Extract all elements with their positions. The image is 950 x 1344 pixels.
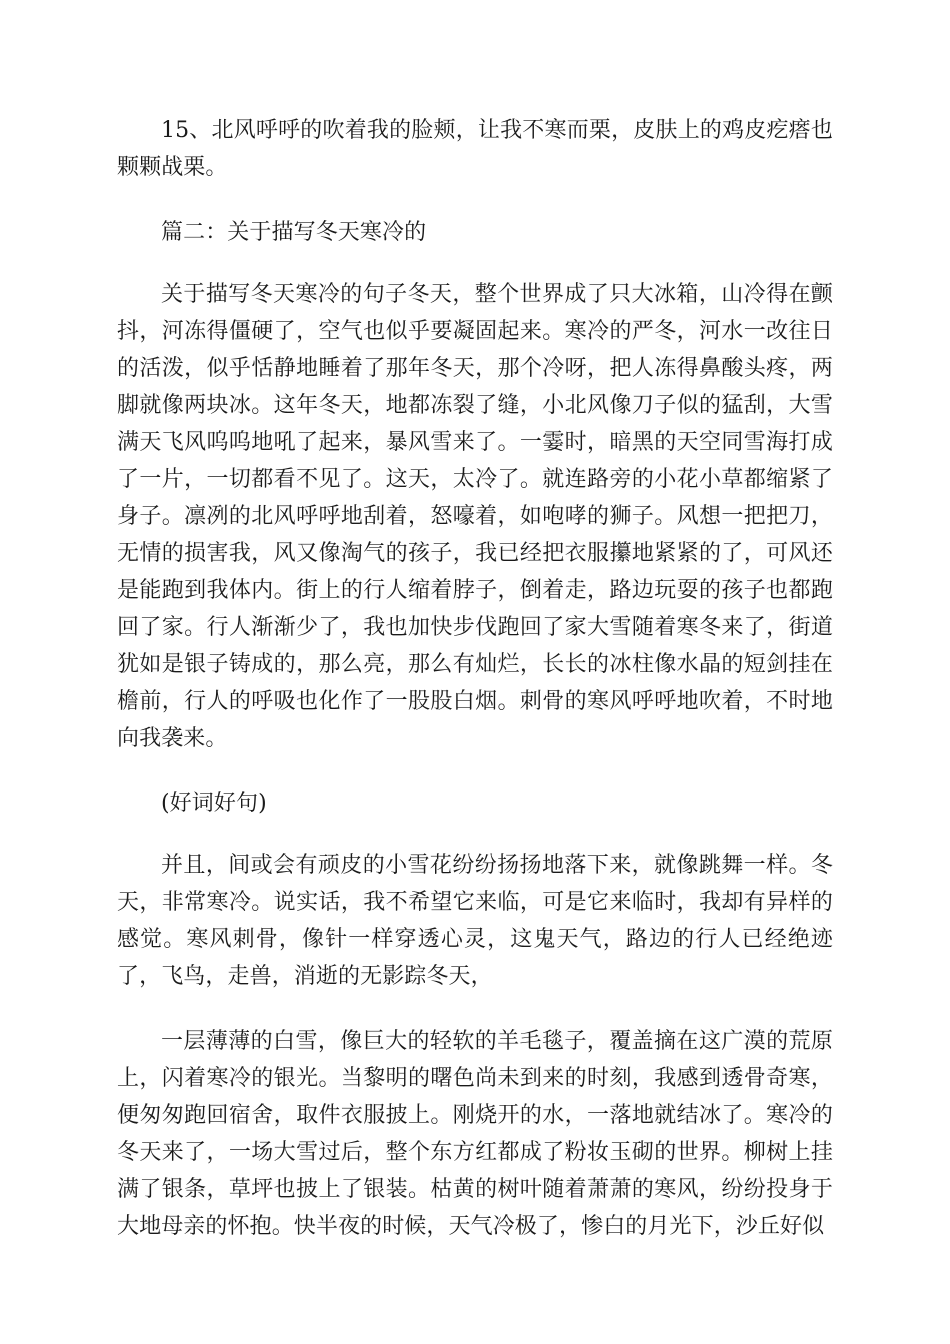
paragraph-main: 关于描写冬天寒冷的句子冬天，整个世界成了只大冰箱，山冷得在颤抖，河冻得僵硬了，空气也似乎要凝固起来。寒冷的严冬，河水一改往日的活泼，似乎恬静地睡着了那年冬天，那个冷呀，把人冻得鼻酸头疼，两脚就像两块冰。这年冬天，地都冻裂了缝，小北风像刀子似的猛刮，大雪满天飞风呜呜地吼了起来，暴风雪来了。一霎时，暗黑的天空同雪海打成了一片，一切都看不见了。这天，太冷了。就连路旁的小花小草都缩紧了身子。凛冽的北风呼呼地刮着，怒嚎着，如咆哮的狮子。风想一把把刀，无情的损害我，风又像淘气的孩子，我已经把衣服攥地紧紧的了，可风还是能跑到我体内。街上的行人缩着脖子，倒着走，路边玩耍的孩子也都跑回了家。行人渐渐少了，我也加快步伐跑回了家大雪随着寒冬来了，街道犹如是银子铸成的，那么亮，那么有灿烂，长长的冰柱像水晶的短剑挂在檐前，行人的呼吸也化作了一股股白烟。刺骨的寒风呼呼地吹着，不时地向我袭来。	[117, 282, 833, 751]
paragraph-item-15: 15、北风呼呼的吹着我的脸颊，让我不寒而栗，皮肤上的鸡皮疙瘩也颗颗战栗。	[117, 118, 833, 180]
document-page	[117, 112, 833, 1273]
paragraph-snowflakes: 并且，间或会有顽皮的小雪花纷纷扬扬地落下来，就像跳舞一样。冬天，非常寒冷。说实话，我不希望它来临，可是它来临时，我却有异样的感觉。寒风刺骨，像针一样穿透心灵，这鬼天气，路边的行人已经绝迹了，飞鸟，走兽，消逝的无影踪冬天，	[117, 853, 833, 989]
section-heading: 篇二：关于描写冬天寒冷的	[161, 220, 427, 245]
paragraph-snow-blanket: 一层薄薄的白雪，像巨大的轻软的羊毛毯子，覆盖摘在这广漠的荒原上，闪着寒冷的银光。当黎明的曙色尚未到来的时刻，我感到透骨奇寒，便匆匆跑回宿舍，取件衣服披上。刚烧开的水，一落地就结冰了。寒冷的冬天来了，一场大雪过后，整个东方红都成了粉妆玉砌的世界。柳树上挂满了银条，草坪也披上了银装。枯黄的树叶随着萧萧的寒风，纷纷投身于大地母亲的怀抱。快半夜的时候，天气冷极了，惨白的月光下，沙丘好似	[117, 1029, 833, 1239]
good-words-label: (好词好句)	[161, 791, 267, 816]
